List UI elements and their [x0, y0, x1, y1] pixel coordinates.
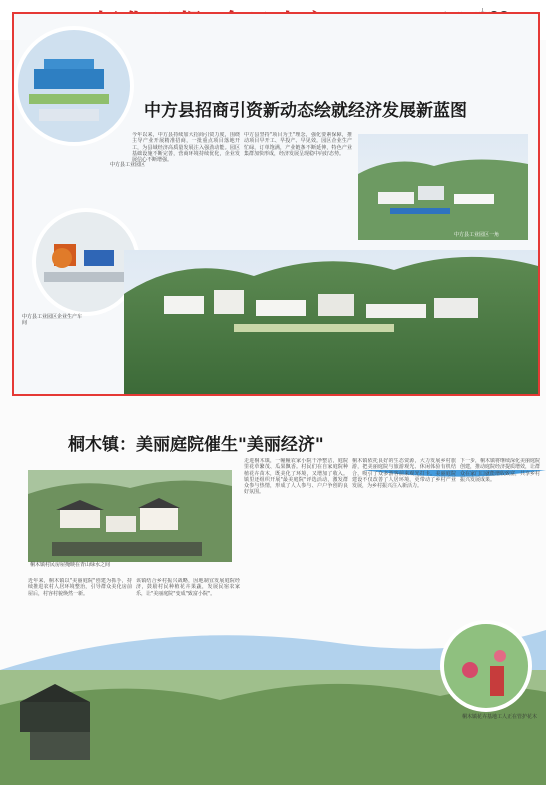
article2-body-col-5: 下一步，桐木镇将继续深化美丽庭院创建，推动庭院经济提质增效，让群众在家门口就能增收致富，共享乡村振兴发展成果。 [460, 458, 540, 483]
city-panorama-photo [124, 250, 538, 394]
industrial-park-photo [358, 134, 528, 240]
village-photo [28, 470, 232, 562]
caption-flower: 桐木镇花卉基地工人正在管护花木 [462, 714, 538, 720]
featured-article-frame [12, 12, 540, 396]
featured-headline: 中方县招商引资新动态绘就经济发展新蓝图 [144, 101, 467, 121]
second-article-headline: 桐木镇：美丽庭院催生"美丽经济" [68, 435, 324, 455]
article2-body-col-2: 该镇结合乡村振兴战略，因地制宜发展庭院经济，鼓励村民种植花卉果蔬，发展民宿农家乐，让"美丽庭院"变成"致富小院"。 [136, 578, 240, 597]
featured-body-col-2: 中方县坚持"项目为王"理念，强化要素保障，推动项目早开工、早投产、早见效。园区企业生产忙碌，订单饱满，产业链条不断延伸，特色产业集群加快形成，经济发展呈现稳中向好态势。 [244, 132, 352, 157]
featured-body-col-1: 今年以来，中方县持续加大招商引资力度，围绕主导产业开展精准招商，一批重点项目落地开工，为县域经济高质量发展注入强劲动能。园区基础设施不断完善，营商环境持续优化，企业发展信心不断增强。 [132, 132, 240, 164]
caption-industrial-park: 中方县工业园区一角 [454, 232, 500, 238]
factory-photo-top [16, 28, 132, 144]
caption-village: 桐木镇村民房屋掩映在青山绿水之间 [30, 562, 111, 568]
article2-body-col-4: 桐木镇依托良好的生态资源，大力发展乡村旅游，把美丽庭院与旅游观光、休闲体验有机结合，吸引了众多游客前来观光打卡。美丽庭院建设不仅改善了人居环境，更带动了乡村产业发展，为乡村振兴注入新活力。 [352, 458, 456, 490]
caption-factory-interior: 中方县工业园区企业生产车间 [22, 314, 83, 326]
article2-body-col-3: 走进桐木镇，一幢幢农家小院干净整洁，庭院里花草繁茂、瓜果飘香。村民们在自家庭院种植花卉苗木，既美化了环境，又增加了收入。镇里还组织开展"最美庭院"评选活动，激发群众参与热情，形成了人人参与、户户争创的良好氛围。 [244, 458, 348, 496]
article2-body-col-1: 近年来，桐木镇以"美丽庭院"创建为抓手，持续推进农村人居环境整治，引导群众美化房前屋后，村容村貌焕然一新。 [28, 578, 132, 597]
caption-factory-top: 中方县工业园区 [110, 162, 146, 168]
factory-interior-photo [34, 210, 138, 314]
